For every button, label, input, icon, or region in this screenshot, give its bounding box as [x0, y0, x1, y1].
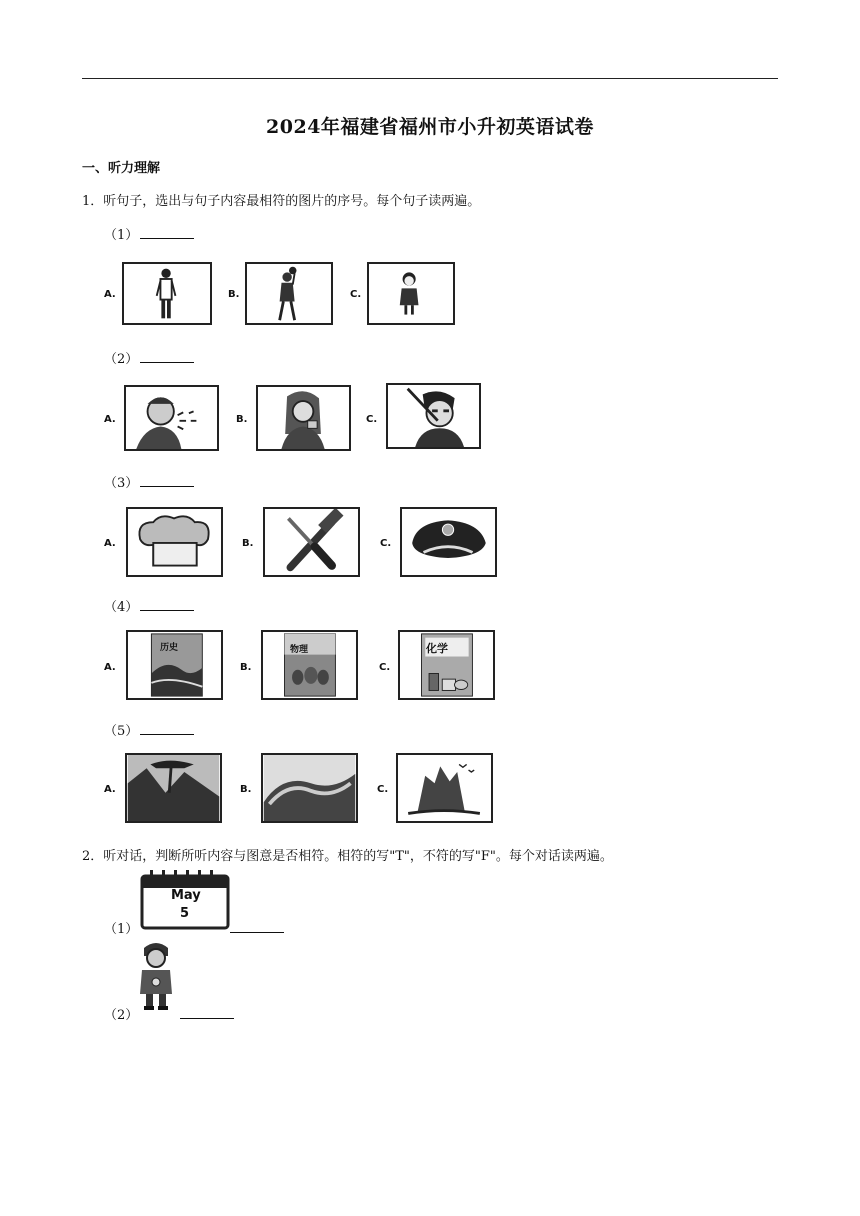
option-b-label: B. [242, 538, 254, 549]
physics-book-icon[interactable] [261, 630, 358, 700]
girl-sneezing-icon[interactable] [124, 385, 219, 451]
q1-part4-label [104, 596, 194, 615]
option-b-label: B. [228, 289, 240, 300]
chef-hat-icon[interactable] [126, 507, 223, 577]
option-c-label: C. [379, 662, 391, 673]
q1-part5-label [104, 720, 194, 739]
answer-blank[interactable] [140, 474, 194, 487]
option-a-label: A. [104, 289, 116, 300]
great-wall-icon[interactable] [261, 753, 358, 823]
q2-part1-label: （1） [104, 922, 139, 937]
answer-blank[interactable] [180, 1006, 234, 1019]
question-1-prompt: 1．听句子，选出与句子内容最相符的图片的序号。每个句子读两遍。 [82, 194, 481, 209]
option-b-label: B. [240, 784, 252, 795]
answer-blank[interactable] [230, 920, 284, 933]
q1-part5-number: （5） [104, 724, 139, 739]
q1-part1-number: （1） [104, 228, 139, 243]
option-b-label: B. [236, 414, 248, 425]
option-a-label: A. [104, 784, 116, 795]
woman-holding-ball-icon[interactable] [245, 262, 333, 325]
option-b-label: B. [240, 662, 252, 673]
guilin-hills-icon[interactable] [396, 753, 493, 823]
header-rule [82, 78, 778, 79]
option-a-label: A. [104, 662, 116, 673]
q1-part1-label [104, 224, 194, 243]
q1-part2-number: （2） [104, 352, 139, 367]
option-a-label: A. [104, 414, 116, 425]
girl-icon[interactable] [367, 262, 455, 325]
question-2-prompt: 2．听对话，判断所听内容与图意是否相符。相符的写"T"，不符的写"F"。每个对话读两遍。 [82, 849, 613, 864]
police-cap-icon[interactable] [400, 507, 497, 577]
girl-sore-throat-icon[interactable] [256, 385, 351, 451]
calendar-month: May [171, 888, 201, 903]
q1-part3-label [104, 472, 194, 491]
answer-blank[interactable] [140, 226, 194, 239]
answer-blank[interactable] [140, 598, 194, 611]
calendar-day: 5 [180, 906, 190, 921]
man-standing-icon[interactable] [122, 262, 212, 325]
option-c-label: C. [366, 414, 378, 425]
boy-with-medal-icon[interactable] [136, 940, 176, 1012]
section-heading: 一、听力理解 [82, 161, 161, 176]
page-title: 2024年福建省福州市小升初英语试卷 [266, 116, 594, 138]
book-title: 历史 [160, 643, 179, 653]
mountain-pine-icon[interactable] [125, 753, 222, 823]
boy-thermometer-icon[interactable] [386, 383, 481, 449]
book-title: 物理 [290, 645, 309, 655]
book-title: 化学 [426, 642, 448, 655]
option-c-label: C. [380, 538, 392, 549]
q1-part2-label [104, 348, 194, 367]
q1-part3-number: （3） [104, 476, 139, 491]
option-c-label: C. [377, 784, 389, 795]
q2-part2-label: （2） [104, 1008, 139, 1023]
answer-blank[interactable] [140, 350, 194, 363]
answer-blank[interactable] [140, 722, 194, 735]
option-c-label: C. [350, 289, 362, 300]
hammer-screwdriver-icon[interactable] [263, 507, 360, 577]
option-a-label: A. [104, 538, 116, 549]
q1-part4-number: （4） [104, 600, 139, 615]
